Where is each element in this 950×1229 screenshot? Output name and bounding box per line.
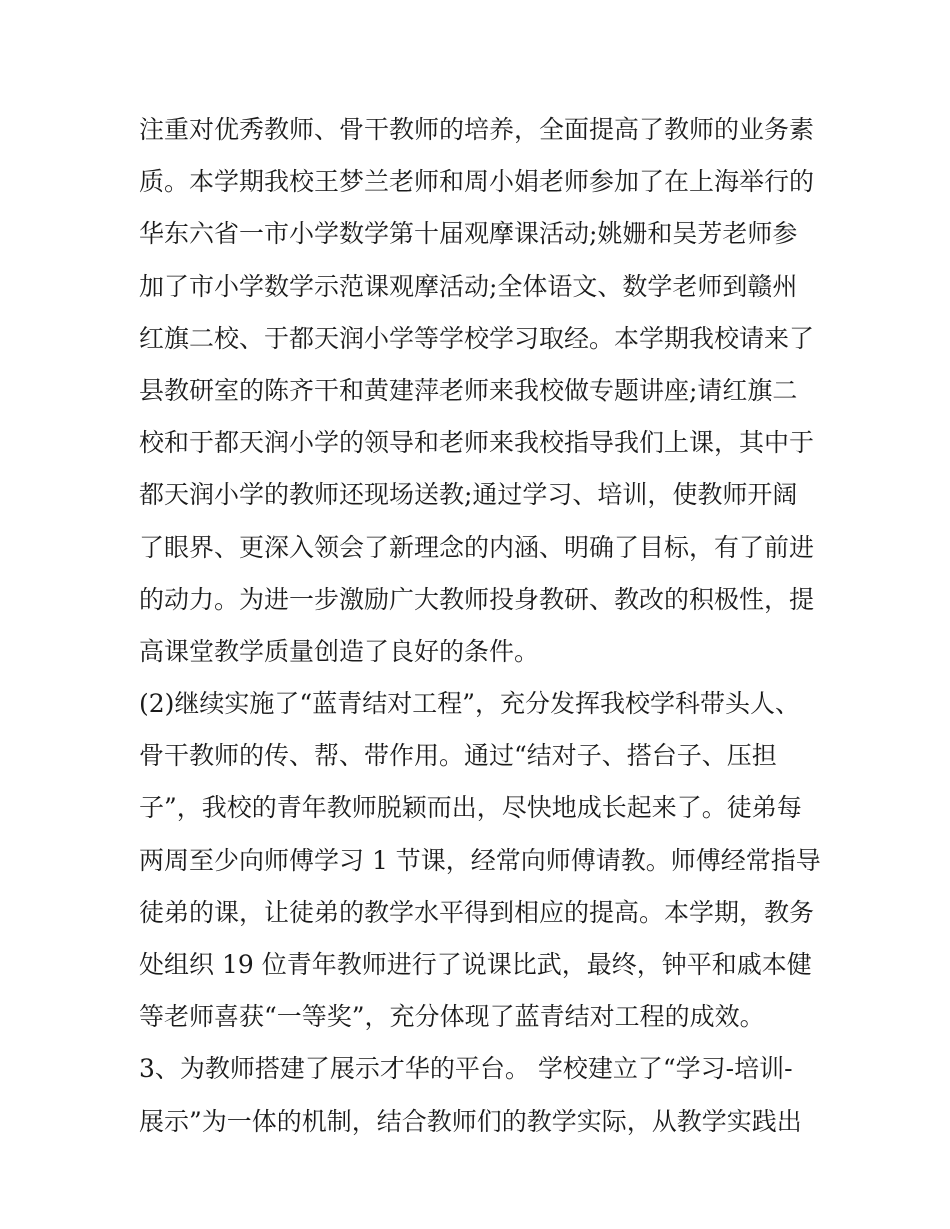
text-line: 子”，我校的青年教师脱颖而出，尽快地成长起来了。徒弟每 (139, 793, 802, 823)
text-line: 高课堂教学质量创造了良好的条件。 (139, 636, 540, 666)
text-line: 注重对优秀教师、骨干教师的培养，全面提高了教师的业务素 (139, 115, 815, 144)
text-line: 骨干教师的传、帮、带作用。通过“结对子、搭台子、压担 (139, 741, 777, 771)
text-line: 红旗二校、于都天润小学等学校学习取经。本学期我校请来了 (139, 323, 815, 353)
text-line: 了眼界、更深入领会了新理念的内涵、明确了目标，有了前进 (139, 532, 815, 562)
text-line: 两周至少向师傅学习 1 节课，经常向师傅请教。师傅经常指导 (139, 845, 821, 875)
text-line: 等老师喜获“一等奖”，充分体现了蓝青结对工程的成效。 (139, 1002, 765, 1032)
text-line: 徒弟的课，让徒弟的教学水平得到相应的提高。本学期，教务 (139, 897, 815, 927)
text-line: 都天润小学的教师还现场送教;通过学习、培训，使教师开阔 (139, 480, 798, 510)
text-line: 华东六省一市小学数学第十届观摩课活动;姚姗和吴芳老师参 (139, 219, 798, 249)
text-line: 的动力。为进一步激励广大教师投身教研、教改的积极性，提 (139, 584, 815, 614)
text-line: 展示”为一体的机制，结合教师们的教学实际，从教学实践出 (139, 1106, 802, 1136)
text-line: 质。本学期我校王梦兰老师和周小娟老师参加了在上海举行的 (139, 167, 815, 197)
body-text (139, 104, 829, 1148)
text-line: 加了市小学数学示范课观摩活动;全体语文、数学老师到赣州 (139, 271, 798, 301)
text-line: 校和于都天润小学的领导和老师来我校指导我们上课，其中于 (139, 428, 815, 458)
text-line: 3、为教师搭建了展示才华的平台。 学校建立了“学习-培训- (139, 1054, 793, 1084)
text-line: 处组织 19 位青年教师进行了说课比武，最终，钟平和戚本健 (139, 950, 812, 979)
text-line: 县教研室的陈齐干和黄建萍老师来我校做专题讲座;请红旗二 (139, 375, 798, 405)
text-line: (2)继续实施了“蓝青结对工程”，充分发挥我校学科带头人、 (139, 689, 800, 719)
